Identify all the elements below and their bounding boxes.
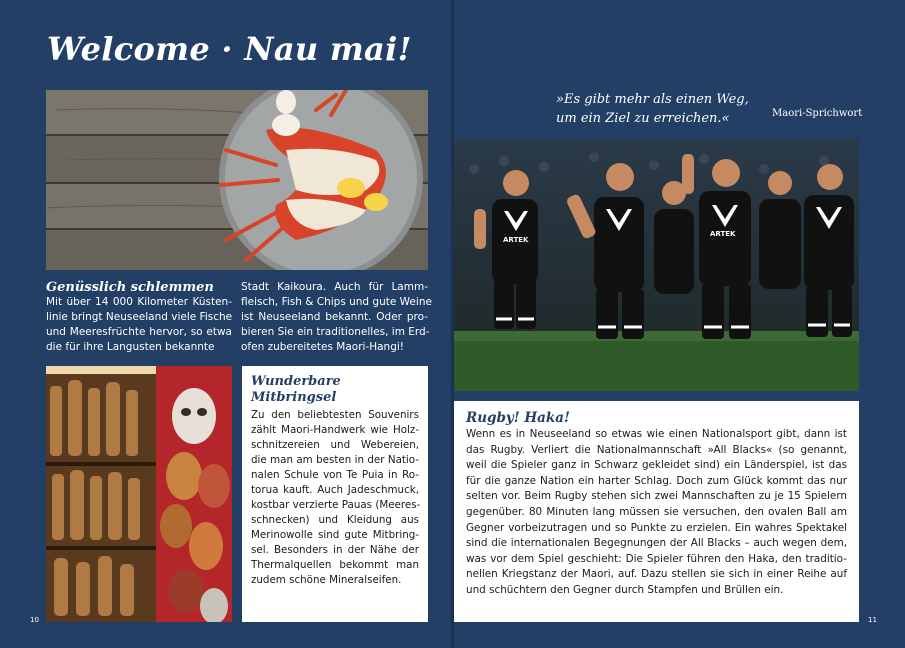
text-line: weil die Spieler ganz in Schwarz gekleidet sind) ein Länderspiel, ist das <box>466 459 847 472</box>
text-line: Gegner vorbeizutragen und so Punkte zu erzielen. Ein wahres Spektakel <box>466 521 847 534</box>
maori-quote <box>556 90 749 128</box>
heading-line: Mitbringsel <box>251 390 337 405</box>
page-number-left: 10 <box>30 616 39 624</box>
text-line: für die ganze Nation ein harter Schlag. Doch zum Glück kommt das nur <box>466 474 847 487</box>
text-line: ofen zubereitetes Maori-Hangi! <box>241 341 405 353</box>
rugby-haka-photo <box>454 139 859 391</box>
text-line: torua kauft. Auch Jadeschmuck, <box>251 484 419 496</box>
text-line: selten vor. Beim Rugby stehen sich zwei Mannschaften zu je 15 Spielern <box>466 490 847 503</box>
rugby-text <box>466 427 847 599</box>
quote-line: »Es gibt mehr als einen Weg, <box>556 92 749 107</box>
jersey-sponsor-text: ARTEK <box>503 236 529 244</box>
text-line: sind die internationalen Begegnungen der All Blacks – auch wegen dem, <box>466 537 847 550</box>
section-heading-food: Genüsslich schlemmen <box>46 280 214 295</box>
text-line: Stadt Kaikoura. Auch für Lamm- <box>241 281 428 293</box>
text-line: die man am besten in der Natio- <box>251 454 419 466</box>
page-title: Welcome · Nau mai! <box>47 30 412 68</box>
text-line: das Rugby. Verliert die Nationalmannschaft »All Blacks« (so genannt, <box>466 443 847 456</box>
food-text-col1 <box>46 295 232 355</box>
text-line: linie bringt Neuseeland viele Fische <box>46 311 233 323</box>
quote-source: Maori-Sprichwort <box>772 108 863 119</box>
food-text-col2 <box>241 280 432 355</box>
text-line: Merinowolle sind gute Mitbring- <box>251 529 419 541</box>
text-line: und Meeresfrüchte hervor, so etwa <box>46 326 232 338</box>
souvenir-text <box>251 408 419 588</box>
text-line: zudem schöne Mineralseifen. <box>251 574 402 586</box>
heading-line: Wunderbare <box>251 374 341 389</box>
text-line: was vor dem Spiel geschieht: Die Spieler führen den Haka, den traditio- <box>466 552 847 565</box>
text-line: fleisch, Fish & Chips und gute Weine <box>241 296 432 308</box>
section-heading-rugby: Rugby! Haka! <box>466 410 570 426</box>
text-line: nalen Schule von Te Puia in Ro- <box>251 469 419 481</box>
text-line: nellen Kriegstanz der Maori, auf. Dazu stellen sie sich in einer Reihe auf <box>466 568 847 581</box>
text-line: Wenn es in Neuseeland so etwas wie einen Nationalsport gibt, dann ist <box>466 428 847 440</box>
text-line: gegenüber. 80 Minuten lang müssen sie versuchen, den ovalen Ball am <box>466 505 847 518</box>
text-line: Thermalquellen bekommt man <box>251 559 419 571</box>
quote-line: um ein Ziel zu erreichen.« <box>556 111 730 126</box>
rugby-box <box>454 401 859 622</box>
text-line: kostbar verzierte Pauas (Meeres- <box>251 499 421 511</box>
text-line: die für ihre Langusten bekannte <box>46 341 215 353</box>
text-line: schnecken) und Kleidung aus <box>251 514 419 526</box>
maori-carvings-photo <box>46 366 232 622</box>
text-line: schnitzereien und Webereien, <box>251 439 419 451</box>
lobster-photo <box>46 90 428 270</box>
text-line: zählt Maori-Handwerk wie Holz- <box>251 424 419 436</box>
section-heading-souvenirs <box>251 374 419 406</box>
text-line: sel. Besonders in der Nähe der <box>251 544 419 556</box>
page-number-right: 11 <box>868 616 877 624</box>
text-line: und schüchtern den Gegner durch Stampfen und Brüllen ein. <box>466 583 784 596</box>
jersey-sponsor-text: ARTEK <box>710 230 736 238</box>
text-line: ist Neuseeland bekannt. Oder pro- <box>241 311 428 323</box>
text-line: Mit über 14 000 Kilometer Küsten- <box>46 296 232 308</box>
souvenir-box <box>242 366 428 622</box>
text-line: Zu den beliebtesten Souvenirs <box>251 409 419 421</box>
text-line: bieren Sie ein traditionelles, im Erd- <box>241 326 430 338</box>
